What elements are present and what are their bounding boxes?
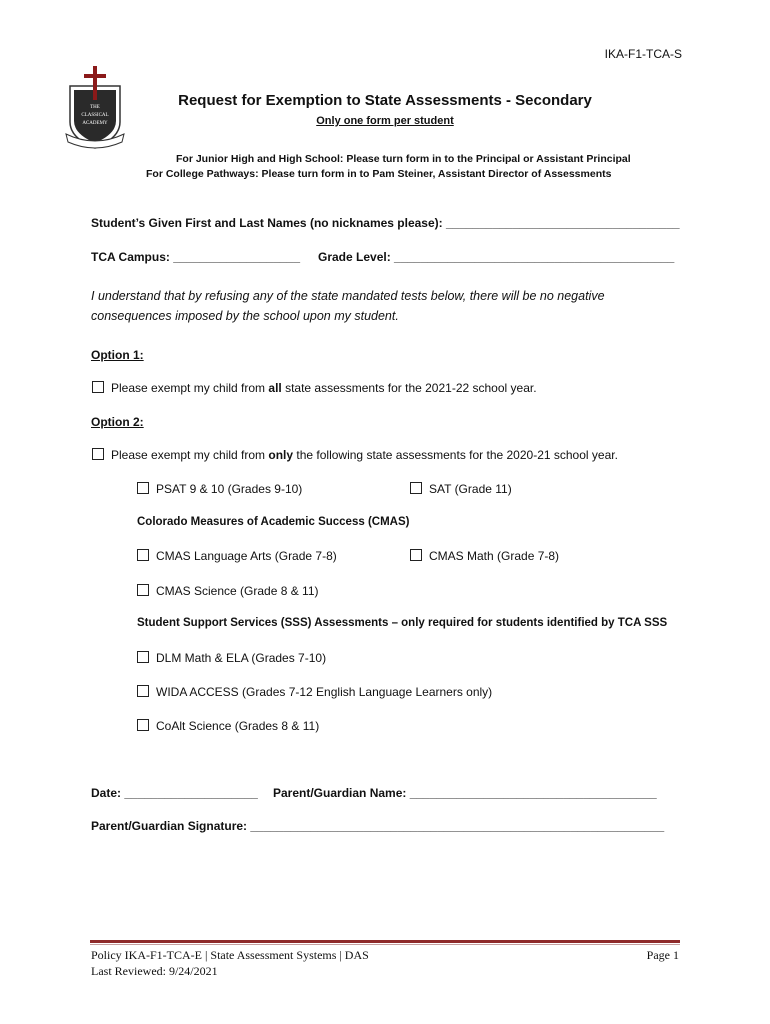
footer-divider bbox=[90, 940, 680, 943]
wida-checkbox[interactable]: WIDA ACCESS (Grades 7-12 English Language Learners only) bbox=[137, 685, 492, 699]
campus-field[interactable]: TCA Campus: ___________________ bbox=[91, 250, 301, 264]
checkbox-icon[interactable] bbox=[92, 381, 104, 393]
footer-divider-shadow bbox=[90, 944, 680, 945]
footer-policy: Policy IKA-F1-TCA-E | State Assessment Systems | DAS bbox=[91, 948, 369, 962]
svg-text:THE: THE bbox=[90, 105, 100, 110]
svg-text:ACADEMY: ACADEMY bbox=[82, 121, 108, 126]
cmas-heading: Colorado Measures of Academic Success (CMAS) bbox=[137, 516, 410, 528]
school-crest-icon bbox=[62, 64, 128, 154]
instruction-junior-high: For Junior High and High School: Please turn form in to the Principal or Assistant Principal bbox=[176, 153, 631, 165]
footer-reviewed: Last Reviewed: 9/24/2021 bbox=[91, 964, 218, 978]
option-1-heading: Option 1: bbox=[91, 348, 144, 362]
guardian-signature-field[interactable]: Parent/Guardian Signature: ______________________________________________________________ bbox=[91, 819, 665, 833]
sss-heading: Student Support Services (SSS) Assessments – only required for students identified by TCA SSS bbox=[137, 617, 668, 629]
guardian-name-field[interactable]: Parent/Guardian Name: _____________________________________ bbox=[273, 786, 657, 800]
date-field[interactable]: Date: ____________________ bbox=[91, 786, 258, 800]
footer-page-number: Page 1 bbox=[646, 948, 679, 962]
grade-level-field[interactable]: Grade Level: __________________________________________ bbox=[318, 250, 675, 264]
consent-statement: I understand that by refusing any of the state mandated tests below, there will be no negative consequences imposed by the school upon my student. bbox=[91, 289, 605, 323]
checkbox-icon[interactable] bbox=[92, 448, 104, 460]
checkbox-icon[interactable] bbox=[137, 719, 149, 731]
checkbox-icon[interactable] bbox=[410, 549, 422, 561]
sat-checkbox[interactable]: SAT (Grade 11) bbox=[410, 482, 512, 496]
coalt-checkbox[interactable]: CoAlt Science (Grades 8 & 11) bbox=[137, 719, 319, 733]
checkbox-icon[interactable] bbox=[137, 584, 149, 596]
instruction-college-pathways: For College Pathways: Please turn form in to Pam Steiner, Assistant Director of Assessments bbox=[146, 168, 612, 180]
checkbox-icon[interactable] bbox=[137, 685, 149, 697]
option-2-heading: Option 2: bbox=[91, 415, 144, 429]
checkbox-icon[interactable] bbox=[137, 549, 149, 561]
checkbox-icon[interactable] bbox=[410, 482, 422, 494]
checkbox-icon[interactable] bbox=[137, 651, 149, 663]
student-name-field[interactable]: Student’s Given First and Last Names (no nicknames please): ___________________________________ bbox=[91, 216, 680, 230]
option-1-checkbox[interactable]: Please exempt my child from all state assessments for the 2021-22 school year. bbox=[92, 381, 537, 395]
cmas-language-arts-checkbox[interactable]: CMAS Language Arts (Grade 7-8) bbox=[137, 549, 337, 563]
page-subtitle: Only one form per student bbox=[316, 115, 454, 127]
checkbox-icon[interactable] bbox=[137, 482, 149, 494]
cmas-science-checkbox[interactable]: CMAS Science (Grade 8 & 11) bbox=[137, 584, 319, 598]
document-code: IKA-F1-TCA-S bbox=[604, 47, 682, 61]
dlm-checkbox[interactable]: DLM Math & ELA (Grades 7-10) bbox=[137, 651, 326, 665]
svg-text:CLASSICAL: CLASSICAL bbox=[81, 113, 109, 118]
cmas-math-checkbox[interactable]: CMAS Math (Grade 7-8) bbox=[410, 549, 559, 563]
page-title: Request for Exemption to State Assessments - Secondary bbox=[178, 92, 592, 109]
option-2-checkbox[interactable]: Please exempt my child from only the following state assessments for the 2020-21 school year. bbox=[92, 448, 618, 462]
psat-checkbox[interactable]: PSAT 9 & 10 (Grades 9-10) bbox=[137, 482, 302, 496]
